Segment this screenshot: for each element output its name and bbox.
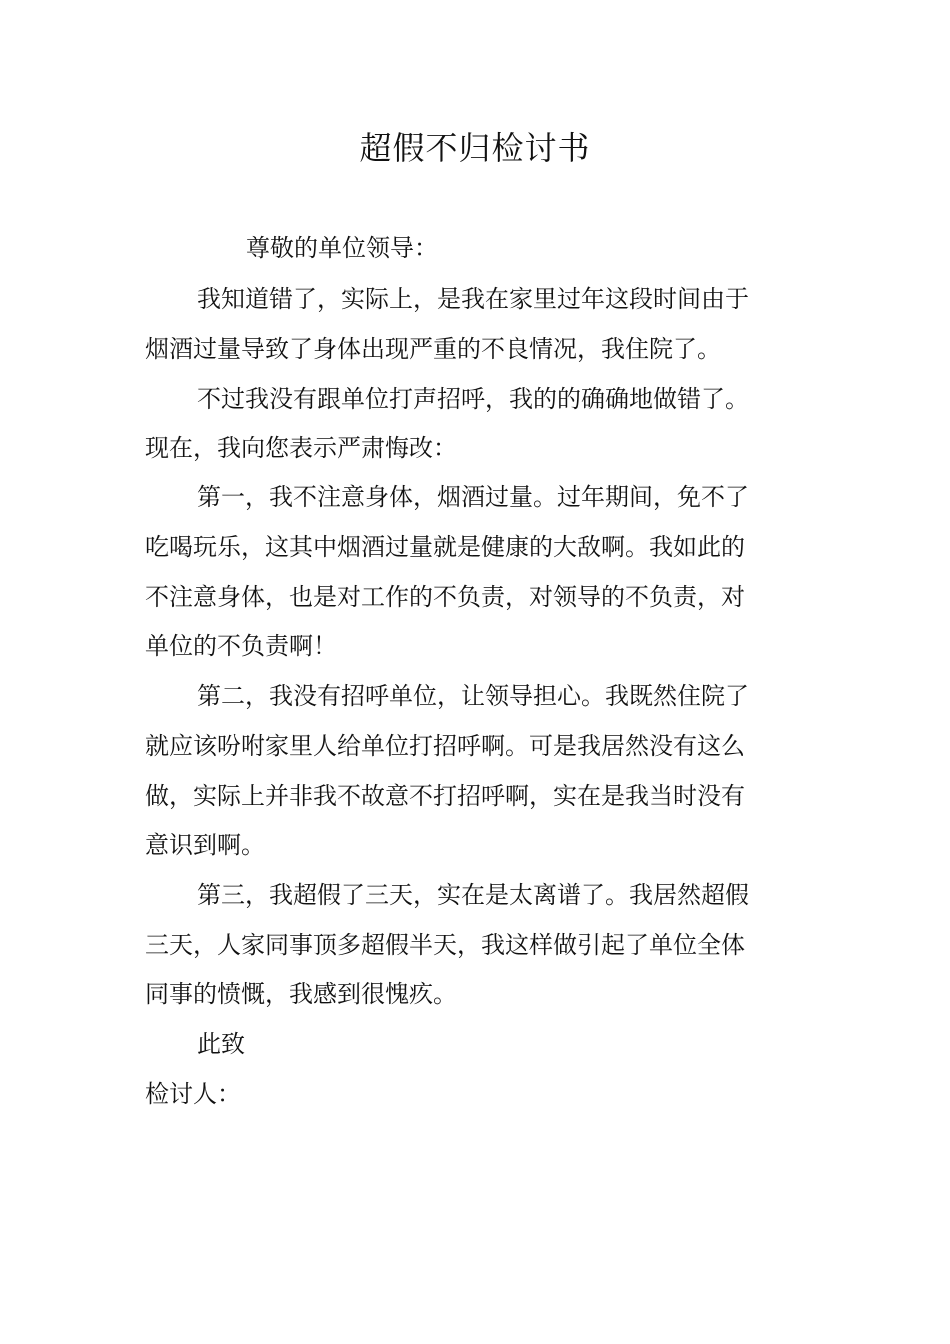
body-line-12: 意识到啊。: [145, 831, 265, 859]
body-line-1: 我知道错了，实际上，是我在家里过年这段时间由于: [197, 285, 749, 313]
body-line-10: 就应该吩咐家里人给单位打招呼啊。可是我居然没有这么: [145, 732, 745, 760]
body-line-13: 第三，我超假了三天，实在是太离谱了。我居然超假: [197, 881, 749, 909]
body-line-5: 第一，我不注意身体，烟酒过量。过年期间，免不了: [197, 483, 749, 511]
body-line-6: 吃喝玩乐，这其中烟酒过量就是健康的大敌啊。我如此的: [145, 533, 745, 561]
body-line-14: 三天，人家同事顶多超假半天，我这样做引起了单位全体: [145, 931, 745, 959]
salutation: 尊敬的单位领导：: [246, 234, 438, 262]
body-line-7: 不注意身体，也是对工作的不负责，对领导的不负责，对: [145, 583, 745, 611]
body-line-15: 同事的愤慨，我感到很愧疚。: [145, 980, 457, 1008]
body-line-2: 烟酒过量导致了身体出现严重的不良情况，我住院了。: [145, 335, 721, 363]
document-title: 超假不归检讨书: [359, 129, 591, 167]
body-line-3: 不过我没有跟单位打声招呼，我的的确确地做错了。: [197, 385, 749, 413]
signature-label: 检讨人：: [145, 1080, 241, 1108]
body-line-9: 第二，我没有招呼单位，让领导担心。我既然住院了: [197, 682, 749, 710]
body-line-4: 现在，我向您表示严肃悔改：: [145, 434, 457, 462]
body-line-8: 单位的不负责啊！: [145, 632, 337, 660]
closing: 此致: [197, 1030, 245, 1058]
body-line-11: 做，实际上并非我不故意不打招呼啊，实在是我当时没有: [145, 782, 745, 810]
